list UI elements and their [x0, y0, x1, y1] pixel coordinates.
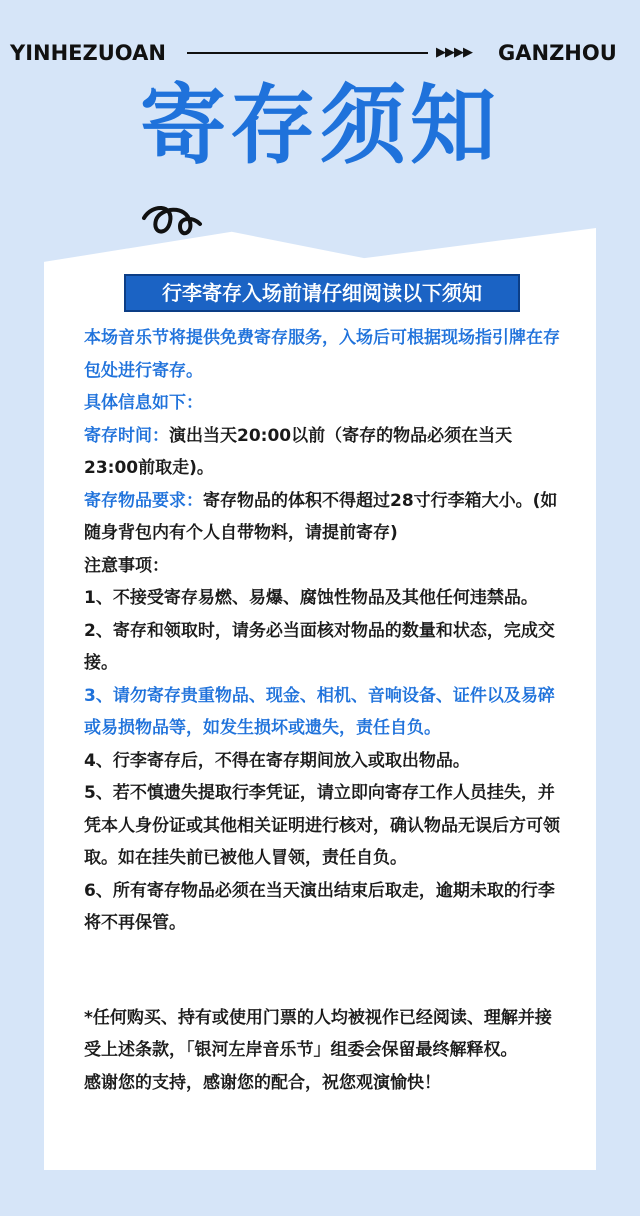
arrows-icon: ▶▶▶▶ — [436, 45, 472, 60]
requirement-paragraph — [84, 485, 564, 550]
disclaimer-text: *任何购买、持有或使用门票的人均被视作已经阅读、理解并接受上述条款，「银河左岸音乐节」组委会保留最终解释权。 — [84, 1007, 552, 1060]
notes-heading: 注意事项： — [84, 555, 169, 576]
requirement-label: 寄存物品要求： — [84, 490, 203, 511]
note-item: 1、不接受寄存易燃、易爆、腐蚀性物品及其他任何违禁品。 — [84, 588, 538, 608]
time-text: 演出当天20:00以前（寄存的物品必须在当天23:00前取走)。 — [84, 425, 513, 478]
top-brand-bar — [0, 38, 640, 68]
requirement-text: 寄存物品的体积不得超过28寸行李箱大小。(如随身背包内有个人自带物料，请提前寄存) — [84, 490, 558, 543]
note-item: 2、寄存和领取时，请务必当面核对物品的数量和状态，完成交接。 — [84, 620, 555, 673]
notice-banner: 行李寄存入场前请仔细阅读以下须知 — [126, 276, 518, 310]
spacer — [84, 940, 564, 1002]
time-paragraph — [84, 420, 564, 485]
brand-left: YINHEZUOAN — [10, 41, 166, 65]
thanks-text: 感谢您的支持，感谢您的配合，祝您观演愉快！ — [84, 1072, 441, 1093]
page-title: 寄存须知 — [140, 76, 500, 176]
info-heading: 具体信息如下： — [84, 393, 203, 413]
note-item-highlight: 3、请勿寄存贵重物品、现金、相机、音响设备、证件以及易碎或易损物品等，如发生损坏或遗失，责任自负。 — [84, 685, 555, 738]
note-item: 6、所有寄存物品必须在当天演出结束后取走，逾期未取的行李将不再保管。 — [84, 880, 555, 933]
note-item: 4、行李寄存后，不得在寄存期间放入或取出物品。 — [84, 750, 470, 771]
intro-text: 本场音乐节将提供免费寄存服务，入场后可根据现场指引牌在存包处进行寄存。 — [84, 328, 560, 381]
notice-content — [84, 322, 564, 1099]
squiggle-icon — [140, 200, 204, 244]
note-item: 5、若不慎遗失提取行李凭证，请立即向寄存工作人员挂失，并凭本人身份证或其他相关证明进行核对，确认物品无误后方可领取。如在挂失前已被他人冒领，责任自负。 — [84, 783, 560, 868]
time-label: 寄存时间： — [84, 425, 169, 446]
brand-right: GANZHOU — [498, 41, 617, 65]
brand-divider — [187, 52, 428, 54]
